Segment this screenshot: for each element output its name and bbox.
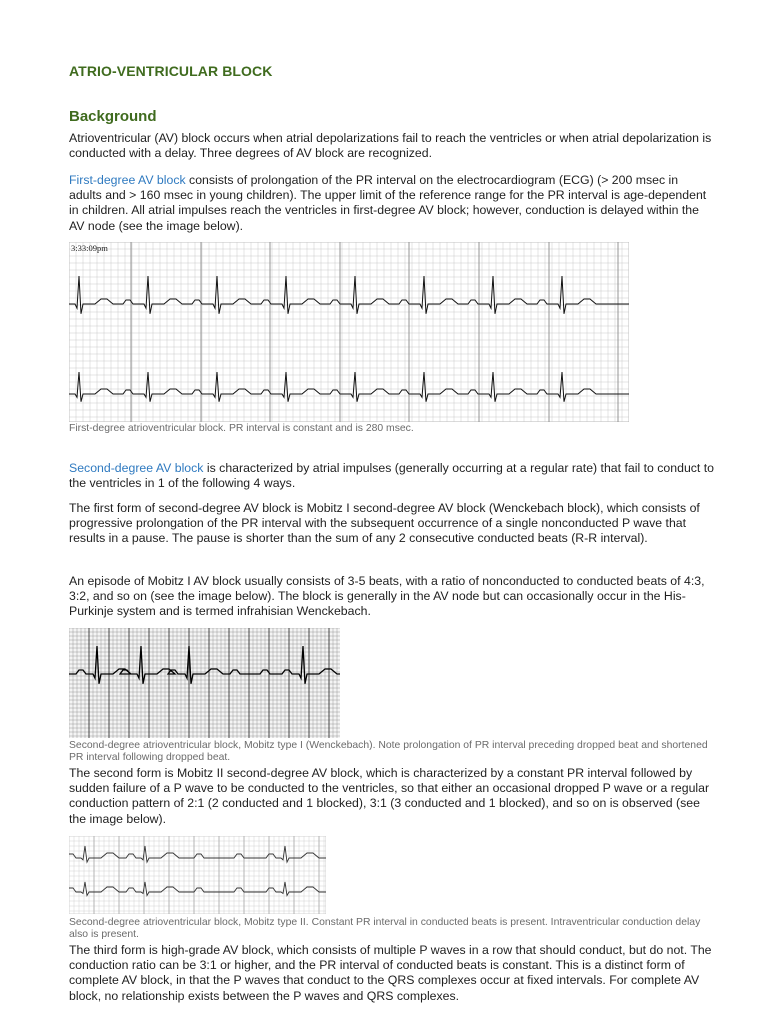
high-grade-paragraph: The third form is high-grade AV block, which consists of multiple P waves in a row that should conduct, but do not. The conduction ratio can be 3:1 or higher, and the PR interval of conducted beats is constant. This is a distinct form of complete AV block, in that the P waves that conduct to the QRS complexes occur at fixed intervals. For complete AV block, no relationship exists between the P waves and QRS complexes. <box>69 943 712 1003</box>
figure-caption-mobitz-two: Second-degree atrioventricular block, Mobitz type II. Constant PR interval in conducted beats is present. Intraventricular conduction delay also is present. <box>69 917 701 940</box>
strip-timestamp: 3:33:09pm <box>71 243 108 253</box>
mobitz-two-ecg-strip <box>69 836 326 914</box>
intro-paragraph: Atrioventricular (AV) block occurs when atrial depolarizations fail to reach the ventricles or when atrial depolarization is conducted with a delay. Three degrees of AV block are recognized. <box>69 131 712 161</box>
mobitz-one-ecg-strip <box>69 628 340 738</box>
second-degree-link[interactable]: Second-degree AV block <box>69 461 204 475</box>
second-degree-text: is characterized by atrial impulses (generally occurring at a regular rate) that fail to conduct to the ventricles in 1 of the following 4 ways. <box>69 461 715 491</box>
second-degree-paragraph <box>69 461 714 491</box>
figure-caption-mobitz-one: Second-degree atrioventricular block, Mobitz type I (Wenckebach). Note prolongation of PR interval preceding dropped beat and shortened PR interval following dropped beat. <box>69 740 708 763</box>
first-degree-link[interactable]: First-degree AV block <box>69 173 186 187</box>
section-heading: Background <box>69 108 157 125</box>
mobitz-one-paragraph: The first form of second-degree AV block is Mobitz I second-degree AV block (Wenckebach block), which consists of progressive prolongation of the PR interval with the subsequent occurrence of a single nonconducted P wave that results in a pause. The pause is shorter than the sum of any 2 consecutive conducted beats (R-R interval). <box>69 501 700 546</box>
first-degree-paragraph <box>69 173 714 234</box>
first-degree-ecg-strip <box>69 242 629 422</box>
page-title: ATRIO-VENTRICULAR BLOCK <box>69 63 273 79</box>
mobitz-two-paragraph: The second form is Mobitz II second-degree AV block, which is characterized by a constant PR interval followed by sudden failure of a P wave to be conducted to the ventricles, so that either an occasional dropped P wave or a regular conduction pattern of 2:1 (2 conducted and 1 blocked), 3:1 (3 conducted and 1 blocked), and so on is observed (see the image below). <box>69 766 710 826</box>
first-degree-text: consists of prolongation of the PR interval on the electrocardiogram (ECG) (> 200 msec in adults and > 160 msec in young children). The upper limit of the reference range for the PR interval is age-dependent in children. All atrial impulses reach the ventricles in first-degree AV block; however, conduction is delayed within the AV node (see the image below). <box>69 173 707 233</box>
episode-paragraph: An episode of Mobitz I AV block usually consists of 3-5 beats, with a ratio of nonconducted to conducted beats of 4:3, 3:2, and so on (see the image below). The block is generally in the AV node but can occasionally occur in the His-Purkinje system and is termed infrahisian Wenckebach. <box>69 574 705 619</box>
figure-caption-first-degree: First-degree atrioventricular block. PR interval is constant and is 280 msec. <box>69 423 414 434</box>
